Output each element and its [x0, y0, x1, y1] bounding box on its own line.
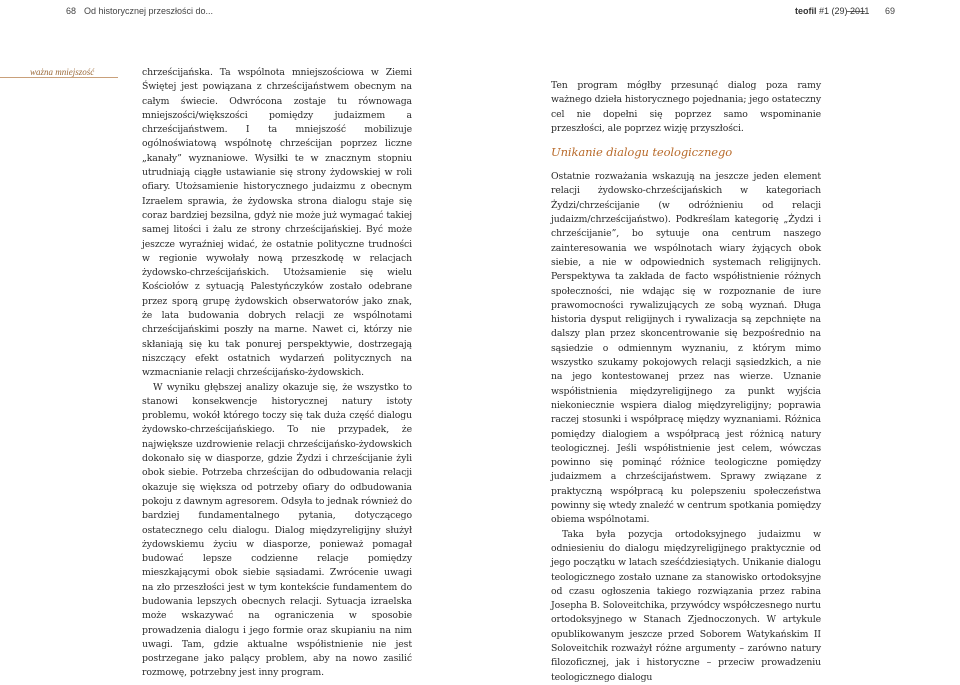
journal-name: teofil — [795, 6, 817, 16]
journal-issue: #1 (29) 2011 — [819, 6, 870, 16]
right-running-title — [795, 6, 869, 16]
right-column — [551, 79, 821, 685]
left-paragraph-1: chrześcijańska. Ta wspólnota mniejszościowa w Ziemi Świętej jest powiązana z chrześcijaństwem obecnym na całym świecie. Odwrócona zostaje tu równowaga mniejszości/większości pomiędzy judaizmem a chrześcijaństwem. I ta mniejszość mobilizuje ogólnoświatową wspólnotę chrześcijan poprzez liczne „kanały” wyznaniowe. Wysiłki te w znacznym stopniu utrudniają ciągłe ustawianie się strony żydowskiej w roli ofiary. Utożsamienie historycznego judaizmu z obecnym Izraelem sprawia, że żydowska strona dialogu staje się coraz bardziej bezsilna, gdyż nie może już wymagać takiej samej litości i żalu ze strony chrześcijańskiej. Być może jeszcze wyraźniej widać, że ostatnie polityczne trudności w regionie wywołały nową przeszkodę w relacjach żydowsko-chrześcijańskich. Utożsamienie się wielu Kościołów z sytuacją Palestyńczyków zostało odebrane przez sporą grupę żydowskich obserwatorów jako znak, że lata budowania dobrych relacji ze wspólnotami chrześcijańskimi poszły na marne. Nawet ci, którzy nie skłaniają się ku tak ponurej perspektywie, dostrzegają niszczący efekt ostatnich wydarzeń politycznych na wzmacnianie relacji chrześcijańsko-żydowskich. — [142, 67, 412, 379]
margin-note-rule — [0, 77, 118, 78]
left-column — [142, 66, 412, 681]
page-header — [0, 0, 960, 22]
left-paragraph-2: W wyniku głębszej analizy okazuje się, że wszystko to stanowi konsekwencje historycznej natury istoty problemu, wokół którego toczy się tak duża część dialogu żydowsko-chrześcijańskiego. To nie przypadek, że największe uzdrowienie relacji chrześcijańsko-żydowskich dokonało się w diasporze, gdzie Żydzi i chrześcijanie żyli obok siebie. Potrzeba chrześcijan do odbudowania relacji okazuje się większa od potrzeby ofiary do odbudowania pokoju z dawnym agresorem. Odsyła to jednak również do bardziej fundamentalnego pytania, dotyczącego ostatecznego celu dialogu. Dialog międzyreligijny służył żydowskiemu życiu w diasporze, ponieważ pomagał budować lepsze codzienne relacje pomiędzy mieszkającymi obok siebie sąsiadami. Zwrócenie uwagi na zło przeszłości jest w tym kontekście fundamentem do budowania lepszych obecnych relacji. Sytuacja izraelska może wskazywać na ograniczenia w sposobie prowadzenia dialogu i jego formie oraz skupianiu na nim uwagi. Tam, gdzie aktualne współistnienie nie jest postrzegane jako palący problem, aby na nowo zasilić rozmowę, potrzebny jest inny program. — [142, 381, 412, 679]
right-intro-paragraph: Ten program mógłby przesunąć dialog poza ramy ważnego dzieła historycznego pojednania; jego ostateczny cel nie dopełni się poprzez samo wspominanie przeszłości, ale poprzez wizję przyszłości. — [551, 80, 821, 134]
left-page-number: 68 — [66, 6, 77, 16]
right-paragraph-1: Ostatnie rozważania wskazują na jeszcze jeden element relacji żydowsko-chrześcijańskich w kategoriach Żydzi/chrześcijanie (w odróżnieniu od relacji judaizm/chrześcijaństwo). Podkreślam kategorię „Żydzi i chrześcijanie”, bo sytuuje ona centrum naszego zainteresowania we wspólnotach wiary żyjących obok siebie, a nie w odpowiednich systemach religijnych. Perspektywa ta zakłada de facto współistnienie różnych społeczności, nie wdając się w rozpoznanie de iure prawomocności rywalizujących ze sobą wyznań. Długa historia dysput religijnych i rywalizacja są zepchnięte na dalszy plan przez skoncentrowanie się bezpośrednio na sąsiedzie o odmiennym wyznaniu, z którym mimo wszystko szukamy pokojowych relacji sąsiedzkich, a nie na jego kontestowanej przez nas wierze. Uznanie współistnienia międzyreligijnego za punkt wyjścia niekoniecznie wspiera dialog międzyreligijny; poprawia raczej stosunki i współpracę między wyznaniami. Różnica pomiędzy dialogiem a współpracą jest różnicą natury teologicznej. Jeśli współistnienie jest celem, wówczas powinno się pominąć różnice teologiczne pomiędzy judaizmem a chrześcijaństwem. Sprawy związane z praktyczną współpracą ku polepszeniu społeczeństwa powinny się wtedy znaleźć w centrum spotkania pomiędzy obiema wspólnotami. — [551, 171, 821, 526]
section-heading: Unikanie dialogu teologicznego — [551, 145, 733, 160]
right-page-number: 69 — [885, 6, 896, 16]
left-running-title: Od historycznej przeszłości do... — [84, 6, 214, 16]
right-paragraph-2: Taka była pozycja ortodoksyjnego judaizmu w odniesieniu do dialogu międzyreligijnego praktycznie od jego początku w latach sześćdziesiątych. Unikanie dialogu teologicznego zostało uznane za stanowisko ortodoksyjne od czasu ogłoszenia takiego rozwiązania przez rabina Josepha B. Soloveitchika, przywódcy współczesnego nurtu ortodoksyjnego w Stanach Zjednoczonych. W artykule opublikowanym jeszcze przed Soborem Watykańskim II Soloveitchik rozważył różne argumenty – zarówno natury filozoficznej, jak i historyczne – przeciw prowadzeniu teologicznego dialogu — [551, 528, 821, 683]
margin-note: ważna mniejszość — [30, 67, 95, 77]
